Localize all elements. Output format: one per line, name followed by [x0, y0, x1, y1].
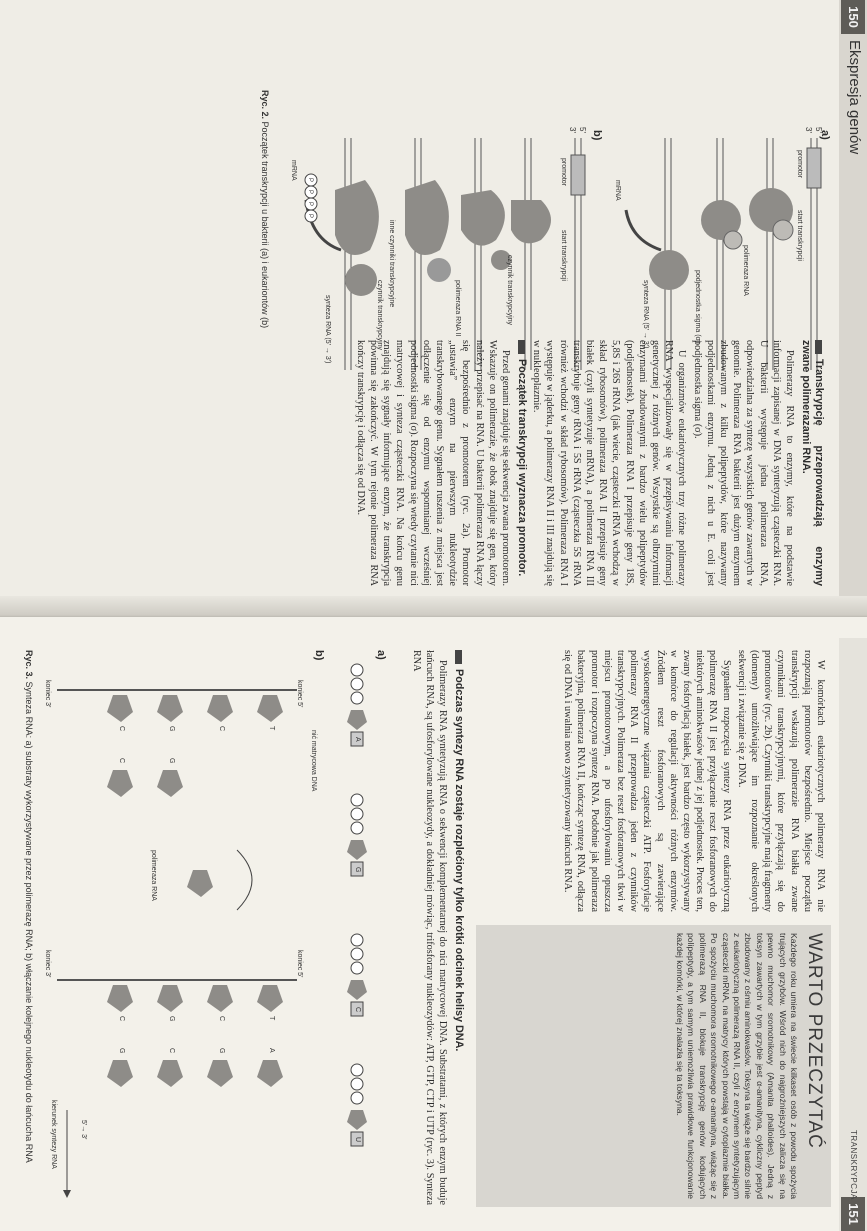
- panel-b-letter: b): [313, 650, 325, 661]
- label-promoter: promotor: [796, 150, 803, 179]
- nucleotide-base: T: [268, 1016, 275, 1021]
- label-53: 5'→ 3': [80, 1120, 87, 1140]
- sidebar-box: [476, 925, 831, 1207]
- heading-marker: [455, 650, 462, 664]
- section-heading: [799, 340, 825, 586]
- figure-3-caption: [23, 650, 35, 1190]
- caption-text: Początek transkrypcji u bakterii (a) i eukariontów (b): [260, 121, 270, 329]
- label-3-end: koniec 3': [44, 680, 51, 708]
- running-head: TRANSKRYPCJA: [849, 1130, 858, 1200]
- end-label: 3': [568, 127, 577, 133]
- panel-a-letter: a): [819, 130, 831, 140]
- page-number: 150: [841, 0, 865, 34]
- figure-3-diagram: [7, 650, 387, 1210]
- section-title: Początek transkrypcji wyznacza promotor.: [515, 359, 528, 577]
- end-label: 5': [814, 127, 823, 133]
- nucleotide-base: G: [168, 758, 175, 764]
- nucleotide-base: C: [168, 1048, 175, 1054]
- nucleotide-base: G: [354, 867, 361, 873]
- label-promoter: promotor: [560, 158, 567, 187]
- left-text-column: [352, 340, 828, 586]
- nucleotide-base: G: [118, 1048, 125, 1054]
- caption-label: Ryc. 3.: [24, 650, 34, 680]
- chapter-title: Ekspresja genów: [846, 40, 863, 155]
- paragraph: Przed genami znajduje się sekwencja zwana promotorem. Wskazuje on polimerazie, że obok znajduje się gen, który należy przepisać na RNA. U bakterii polimeraza RNA łączy się bezpośrednio z promotorem (ryc. 2a). Promotor „ustawia” enzym na pierwszym nukleotydzie transkrybowanego genu. Sygnałem ruszenia z miejsca jest odłączenie się od enzymu wspomnianej wcześniej podjednostki sigma (σ). Rozpoczyna się wtedy czytanie nici matrycowej i synteza cząsteczki RNA. Na końcu genu znajdują się sygnały informujące enzym, że transkrypcja powinna się zakończyć. W tym rejonie polimeraza RNA kończy transkrypcję i odłącza się od DNA.: [354, 340, 511, 586]
- section-title: Podczas syntezy RNA zostaje rozplećiony tylko krótki odcinek helisy DNA.: [453, 669, 465, 1052]
- paragraph: Polimerazy RNA to enzymy, które na podstawie informacji zapisanej w DNA syntetyzują cząsteczki RNA. U bakterii występuje jedna polimeraza RNA, odpowiedzialna za syntezę wszystkich genów zawartych w genomie. Polimeraza RNA bakterii jest dużym enzymem zbudowanym z kilku polipeptydów, które nazywamy podjednostkami enzymu. Jedną z nich u E. coli jest podjednostka sigma (σ).: [691, 340, 795, 586]
- label-template-strand: nić matrycowa DNA: [310, 730, 317, 792]
- caption-text: Synteza RNA: a) substraty wykorzystywane przez polimerazę RNA; b) włączanie kolejnego nukleotydu do łańcucha RNA: [24, 681, 34, 1163]
- phosphate-label: P: [307, 177, 313, 183]
- nucleotide-base: T: [268, 726, 275, 731]
- figure-2-caption: [259, 90, 271, 350]
- paragraph: Sygnałem rozpoczęcia syntezy RNA przez eukariotyczną polimerazę RNA II jest przyłączenie reszt fosforanowych do niektórych aminokwasów jednej z jej podjednostek. Proces ten, zwany fosforylacją białek, jest bardzo często wykorzystywany w komórce do regulacji aktywności różnych enzymów. Źródłem reszt fosforanowych są zawierające wysokoenergetyczne wiązania cząsteczki ATP. Fosforylacje polimerazy RNA II przeprowadza jeden z czynników transkrypcyjnych. Polimeraza bez reszt fosforanowych tkwi w miejscu promotorowym, a po ufosforylowaniu opuszcza promotor i rozpoczyna syntezę RNA. Podobnie jak polimeraza bakteryjna, polimeraza RNA II, kończąc syntezę RNA, odłącza się od DNA i uwalnia nowo zsyntetyzowany łańcuch RNA.: [562, 650, 732, 912]
- label-5-end: koniec 5': [296, 950, 303, 978]
- left-page: [0, 0, 867, 614]
- heading-marker: [518, 340, 525, 354]
- nucleotide-base: C: [118, 758, 125, 764]
- label-direction: kierunek syntezy RNA: [50, 1100, 57, 1169]
- right-text-column: [559, 650, 827, 912]
- label-synthesis: synteza RNA (5' → 3'): [642, 280, 649, 349]
- phosphate-label: P: [307, 189, 313, 195]
- nucleotide-base: G: [218, 1048, 225, 1054]
- label-mrna: mRNA: [290, 160, 297, 181]
- label-transcription-factor: czynnik transkrypcyjny: [506, 255, 513, 326]
- phosphate-label: P: [307, 213, 313, 219]
- nucleotide-base: C: [118, 1016, 125, 1022]
- caption-label: Ryc. 2.: [260, 90, 270, 120]
- nucleotide-base: C: [218, 1016, 225, 1022]
- panel-b-letter: b): [591, 130, 603, 141]
- phosphate-label: P: [307, 201, 313, 207]
- nucleotide-base: C: [354, 1007, 361, 1013]
- panel-a-letter: a): [375, 650, 387, 660]
- label-start: start transkrypcji: [560, 230, 567, 281]
- paragraph: W komórkach eukariotycznych polimerazy RNA nie rozpoznają promotorów bezpośrednio. Miejsce początku transkrypcji wskazują polimerazie RNA białka zwane czynnikami transkrypcyjnymi, które przyłączają się do promotorów (ryc. 2b). Czynniki transkrypcyjne mają fragmenty (domeny) umożliwiające im rozpoznanie określonych sekwencji i związanie się z DNA.: [735, 650, 826, 912]
- right-text-wide: [407, 650, 467, 1205]
- nucleotide-base: A: [268, 1048, 275, 1053]
- label-other-factors: inne czynniki transkrypcyjne: [388, 220, 395, 308]
- label-start: start transkrypcji: [796, 210, 803, 261]
- nucleotide-base: C: [218, 726, 225, 732]
- figure-2-diagram: [11, 30, 831, 375]
- label-polymerase: polimeraza RNA: [742, 245, 749, 296]
- nucleotide-base: U: [354, 1137, 361, 1143]
- box-title: WARTO PRZECZYTAĆ: [804, 933, 825, 1149]
- paragraph: Polimerazy RNA syntetyzują RNA o sekwencji komplementarnej do nici matrycowej DNA. Substratami, z których enzym buduje łańcuch RNA, są ufosforylowane nukleozydy, a dokładniej mówiąc, trifosforany nukleozydów: ATP, GTP, CTP i UTP (ryc. 3). Synteza RNA: [410, 650, 448, 1205]
- heading-marker: [815, 340, 822, 354]
- label-3-end: koniec 3': [44, 950, 51, 978]
- label-polymerase-2: polimeraza RNA II: [454, 280, 461, 337]
- box-text: Każdego roku umiera na świecie kilkaset osób z powodu spożycia trujących grzybów. Wśród nich do najgroźniejszych zalicza się na pewno muchomor sromotnikowy (Amanita phalloides). Jedną z toksyn zawartych w tym grzybie jest α-amanityna, cykliczny peptyd zbudowany z ośmiu aminokwasów. Toksyna ta wiąże się bardzo silnie z eukariotyczną polimerazą RNA II, czyli z enzymem syntetyzującym cząsteczki mRNA, na matrycy których powstają w cytoplazmie białka. Po spożyciu muchomora sromotnikowego α-amanityna, wiążąc się z polimerazą RNA II, blokuje transkrypcję genów kodujących polipeptydy, a tym samym uniemożliwia prawidłowe funkcjonowanie każdej komórki, w której znalazła się ta toksyna.: [674, 933, 799, 1199]
- end-label: 3': [804, 127, 813, 133]
- nucleotide-base: G: [168, 726, 175, 732]
- label-5-end: koniec 5': [296, 680, 303, 708]
- nucleotide-base: G: [168, 1016, 175, 1022]
- nucleotide-base: A: [354, 737, 361, 742]
- page-number: 151: [841, 1197, 865, 1231]
- section-heading: [452, 650, 465, 1205]
- paragraph: U organizmów eukariotycznych trzy różne polimerazy RNA wyspecjalizowały się w przepisywaniu informacji genetycznej z różnych genów. Wszystkie są olbrzymimi enzymami zbudowanymi z bardzo wielu polipeptydów (podjednostek). Polimeraza RNA I przepisuje geny 18S, 5,8S i 26S rRNA (jak wiecie, cząsteczki rRNA wchodzą w skład rybosomów), polimeraza RNA II przepisuje geny białek (czyli syntetyzuje mRNA), a polimeraza RNA III transkrybuje geny tRNA i 5S rRNA (cząsteczka 5S rRNA również wchodzi w skład rybosomów). Polimeraza RNA I występuje w jąderku, a polimerazy RNA II i III znajdują się w nukleoplazmie.: [531, 340, 688, 586]
- section-heading: [515, 340, 528, 586]
- label-synthesis: synteza RNA (5' → 3'): [324, 295, 331, 364]
- end-label: 5': [578, 127, 587, 133]
- section-title: Transkrypcję przeprowadzają enzymy zwane polimerazami RNA.: [800, 340, 825, 586]
- figure-2: [11, 30, 831, 375]
- label-mrna: mRNA: [614, 180, 621, 201]
- nucleotide-base: C: [118, 726, 125, 732]
- label-sigma: podjednostka sigma (σ): [694, 270, 701, 344]
- label-transcription-factor: czynnik transkrypcyjny: [376, 280, 383, 351]
- label-polymerase: polimeraza RNA: [150, 850, 157, 901]
- figure-3: [7, 650, 387, 1210]
